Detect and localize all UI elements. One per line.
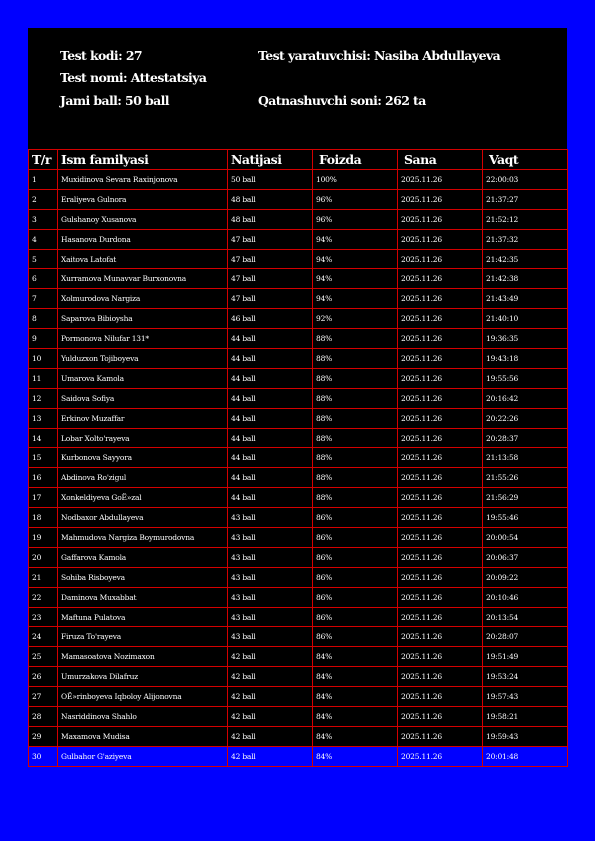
table-row [29,607,568,627]
result-percent-cell: 84% [313,726,398,746]
result-score-cell: 48 ball [228,189,313,209]
result-score-cell: 47 ball [228,269,313,289]
result-time-cell: 20:28:07 [483,627,568,647]
table-row [29,726,568,746]
participant-name-cell: Nodbaxor Abdullayeva [58,508,228,528]
result-time-cell: 19:55:46 [483,508,568,528]
result-time-cell: 20:16:42 [483,388,568,408]
table-row [29,329,568,349]
table-row [29,309,568,329]
row-number-cell: 6 [29,269,58,289]
result-score-cell: 44 ball [228,368,313,388]
table-row [29,687,568,707]
result-percent-cell: 86% [313,587,398,607]
row-number-cell: 29 [29,726,58,746]
results-sheet [28,28,567,766]
row-number-cell: 22 [29,587,58,607]
result-time-cell: 21:42:35 [483,249,568,269]
table-row [29,368,568,388]
result-date-cell: 2025.11.26 [398,547,483,567]
result-time-cell: 20:00:54 [483,528,568,548]
column-header-time: Vaqt [483,150,568,170]
row-number-cell: 17 [29,488,58,508]
row-number-cell: 11 [29,368,58,388]
result-score-cell: 43 ball [228,547,313,567]
table-row [29,627,568,647]
result-score-cell: 47 ball [228,229,313,249]
table-row [29,229,568,249]
result-score-cell: 44 ball [228,468,313,488]
result-date-cell: 2025.11.26 [398,249,483,269]
result-score-cell: 42 ball [228,647,313,667]
result-time-cell: 19:51:49 [483,647,568,667]
participant-name-cell: Maxamova Mudisa [58,726,228,746]
participant-name-cell: Nasriddinova Shahlo [58,707,228,727]
table-row [29,468,568,488]
result-date-cell: 2025.11.26 [398,309,483,329]
result-time-cell: 19:59:43 [483,726,568,746]
row-number-cell: 9 [29,329,58,349]
result-percent-cell: 88% [313,408,398,428]
table-row [29,647,568,667]
result-time-cell: 20:13:54 [483,607,568,627]
table-row [29,587,568,607]
row-number-cell: 18 [29,508,58,528]
row-number-cell: 4 [29,229,58,249]
result-time-cell: 21:43:49 [483,289,568,309]
table-row [29,428,568,448]
row-number-cell: 8 [29,309,58,329]
test-info-header [28,28,567,148]
result-percent-cell: 84% [313,647,398,667]
result-score-cell: 44 ball [228,408,313,428]
result-percent-cell: 88% [313,349,398,369]
result-percent-cell: 84% [313,667,398,687]
column-header-result: Natijasi [228,150,313,170]
result-percent-cell: 100% [313,170,398,190]
result-time-cell: 20:06:37 [483,547,568,567]
result-score-cell: 43 ball [228,627,313,647]
result-percent-cell: 94% [313,289,398,309]
result-date-cell: 2025.11.26 [398,408,483,428]
result-score-cell: 42 ball [228,726,313,746]
table-row [29,567,568,587]
column-header-number: T/r [29,150,58,170]
result-percent-cell: 86% [313,508,398,528]
result-score-cell: 42 ball [228,707,313,727]
participant-name-cell: Lobar Xolto'rayeva [58,428,228,448]
result-score-cell: 44 ball [228,448,313,468]
row-number-cell: 30 [29,746,58,766]
participant-name-cell: Mamasoatova Nozimaxon [58,647,228,667]
participant-name-cell: Xolmurodova Nargiza [58,289,228,309]
result-time-cell: 22:00:03 [483,170,568,190]
table-row [29,269,568,289]
table-row [29,189,568,209]
result-time-cell: 19:43:18 [483,349,568,369]
result-percent-cell: 86% [313,567,398,587]
participants-count: Qatnashuvchi soni: 262 ta [258,93,426,108]
column-header-percent: Foizda [313,150,398,170]
participant-name-cell: Firuza To'rayeva [58,627,228,647]
row-number-cell: 14 [29,428,58,448]
table-row [29,249,568,269]
participant-name-cell: Xonkeldiyeva GoЁ»zal [58,488,228,508]
row-number-cell: 16 [29,468,58,488]
result-percent-cell: 84% [313,687,398,707]
row-number-cell: 10 [29,349,58,369]
result-percent-cell: 88% [313,428,398,448]
table-row [29,746,568,766]
row-number-cell: 1 [29,170,58,190]
result-time-cell: 21:40:10 [483,309,568,329]
table-row [29,528,568,548]
result-date-cell: 2025.11.26 [398,726,483,746]
participant-name-cell: OЁ»rinboyeva Iqboloy Alijonovna [58,687,228,707]
result-score-cell: 47 ball [228,289,313,309]
result-score-cell: 43 ball [228,508,313,528]
result-score-cell: 47 ball [228,249,313,269]
result-date-cell: 2025.11.26 [398,567,483,587]
result-percent-cell: 92% [313,309,398,329]
result-date-cell: 2025.11.26 [398,170,483,190]
result-date-cell: 2025.11.26 [398,468,483,488]
result-date-cell: 2025.11.26 [398,488,483,508]
result-score-cell: 44 ball [228,329,313,349]
result-date-cell: 2025.11.26 [398,607,483,627]
result-time-cell: 20:22:26 [483,408,568,428]
result-percent-cell: 84% [313,707,398,727]
result-time-cell: 21:55:26 [483,468,568,488]
row-number-cell: 7 [29,289,58,309]
table-row [29,209,568,229]
result-percent-cell: 84% [313,746,398,766]
row-number-cell: 24 [29,627,58,647]
result-score-cell: 42 ball [228,746,313,766]
participant-name-cell: Mahmudova Nargiza Boymurodovna [58,528,228,548]
participant-name-cell: Abdinova Ro'zigul [58,468,228,488]
row-number-cell: 20 [29,547,58,567]
participant-name-cell: Eraliyeva Gulnora [58,189,228,209]
row-number-cell: 2 [29,189,58,209]
result-percent-cell: 88% [313,388,398,408]
participant-name-cell: Gaffarova Kamola [58,547,228,567]
row-number-cell: 23 [29,607,58,627]
test-code: Test kodi: 27 [60,48,143,63]
result-time-cell: 19:58:21 [483,707,568,727]
result-time-cell: 20:28:37 [483,428,568,448]
participant-name-cell: Pormonova Nilufar 131* [58,329,228,349]
table-header-row [29,150,568,170]
table-row [29,289,568,309]
row-number-cell: 5 [29,249,58,269]
result-date-cell: 2025.11.26 [398,746,483,766]
row-number-cell: 12 [29,388,58,408]
participant-name-cell: Umurzakova Dilafruz [58,667,228,687]
row-number-cell: 25 [29,647,58,667]
results-table [28,149,568,767]
test-author: Test yaratuvchisi: Nasiba Abdullayeva [258,48,501,63]
result-percent-cell: 86% [313,528,398,548]
participant-name-cell: Yulduzxon Tojiboyeva [58,349,228,369]
result-time-cell: 21:42:38 [483,269,568,289]
result-time-cell: 21:37:32 [483,229,568,249]
row-number-cell: 15 [29,448,58,468]
participant-name-cell: Umarova Kamola [58,368,228,388]
result-time-cell: 19:55:56 [483,368,568,388]
total-score: Jami ball: 50 ball [60,93,169,108]
result-percent-cell: 94% [313,269,398,289]
table-row [29,408,568,428]
participant-name-cell: Saparova Bibioysha [58,309,228,329]
result-score-cell: 44 ball [228,488,313,508]
result-percent-cell: 96% [313,209,398,229]
participant-name-cell: Erkinov Muzaffar [58,408,228,428]
participant-name-cell: Gulshanoy Xusanova [58,209,228,229]
result-date-cell: 2025.11.26 [398,189,483,209]
result-time-cell: 20:01:48 [483,746,568,766]
result-date-cell: 2025.11.26 [398,388,483,408]
participant-name-cell: Hasanova Durdona [58,229,228,249]
result-percent-cell: 86% [313,547,398,567]
table-row [29,388,568,408]
result-score-cell: 42 ball [228,687,313,707]
participant-name-cell: Maftuna Pulatova [58,607,228,627]
result-time-cell: 19:57:43 [483,687,568,707]
result-time-cell: 19:36:35 [483,329,568,349]
result-time-cell: 21:13:58 [483,448,568,468]
participant-name-cell: Daminova Muxabbat [58,587,228,607]
test-name: Test nomi: Attestatsiya [60,70,207,85]
column-header-name: Ism familyasi [58,150,228,170]
result-date-cell: 2025.11.26 [398,627,483,647]
result-percent-cell: 94% [313,229,398,249]
result-date-cell: 2025.11.26 [398,289,483,309]
result-score-cell: 43 ball [228,528,313,548]
result-date-cell: 2025.11.26 [398,229,483,249]
result-date-cell: 2025.11.26 [398,448,483,468]
result-time-cell: 21:56:29 [483,488,568,508]
row-number-cell: 13 [29,408,58,428]
result-date-cell: 2025.11.26 [398,528,483,548]
row-number-cell: 21 [29,567,58,587]
result-percent-cell: 88% [313,329,398,349]
result-score-cell: 43 ball [228,567,313,587]
result-percent-cell: 88% [313,368,398,388]
result-percent-cell: 88% [313,448,398,468]
result-date-cell: 2025.11.26 [398,349,483,369]
column-header-date: Sana [398,150,483,170]
table-row [29,707,568,727]
table-row [29,170,568,190]
result-time-cell: 19:53:24 [483,667,568,687]
table-row [29,349,568,369]
result-percent-cell: 88% [313,468,398,488]
result-percent-cell: 86% [313,627,398,647]
row-number-cell: 3 [29,209,58,229]
result-date-cell: 2025.11.26 [398,707,483,727]
row-number-cell: 26 [29,667,58,687]
table-row [29,508,568,528]
result-score-cell: 50 ball [228,170,313,190]
result-percent-cell: 86% [313,607,398,627]
result-date-cell: 2025.11.26 [398,667,483,687]
result-time-cell: 21:52:12 [483,209,568,229]
result-time-cell: 20:09:22 [483,567,568,587]
table-row [29,547,568,567]
result-date-cell: 2025.11.26 [398,428,483,448]
result-percent-cell: 94% [313,249,398,269]
result-date-cell: 2025.11.26 [398,647,483,667]
result-date-cell: 2025.11.26 [398,508,483,528]
table-row [29,488,568,508]
participant-name-cell: Saidova Sofiya [58,388,228,408]
result-score-cell: 46 ball [228,309,313,329]
result-date-cell: 2025.11.26 [398,587,483,607]
result-time-cell: 20:10:46 [483,587,568,607]
participant-name-cell: Muxidinova Sevara Raxinjonova [58,170,228,190]
result-score-cell: 44 ball [228,388,313,408]
table-row [29,667,568,687]
result-date-cell: 2025.11.26 [398,329,483,349]
participant-name-cell: Xurramova Munavvar Burxonovna [58,269,228,289]
result-date-cell: 2025.11.26 [398,209,483,229]
participant-name-cell: Gulbahor G'aziyeva [58,746,228,766]
result-date-cell: 2025.11.26 [398,687,483,707]
result-score-cell: 42 ball [228,667,313,687]
table-row [29,448,568,468]
result-date-cell: 2025.11.26 [398,269,483,289]
result-score-cell: 48 ball [228,209,313,229]
result-score-cell: 43 ball [228,607,313,627]
result-score-cell: 44 ball [228,428,313,448]
participant-name-cell: Xaitova Latofat [58,249,228,269]
participant-name-cell: Sohiba Risboyeva [58,567,228,587]
result-date-cell: 2025.11.26 [398,368,483,388]
result-score-cell: 43 ball [228,587,313,607]
result-score-cell: 44 ball [228,349,313,369]
participant-name-cell: Kurbonova Sayyora [58,448,228,468]
result-percent-cell: 88% [313,488,398,508]
row-number-cell: 27 [29,687,58,707]
row-number-cell: 28 [29,707,58,727]
result-time-cell: 21:37:27 [483,189,568,209]
result-percent-cell: 96% [313,189,398,209]
row-number-cell: 19 [29,528,58,548]
